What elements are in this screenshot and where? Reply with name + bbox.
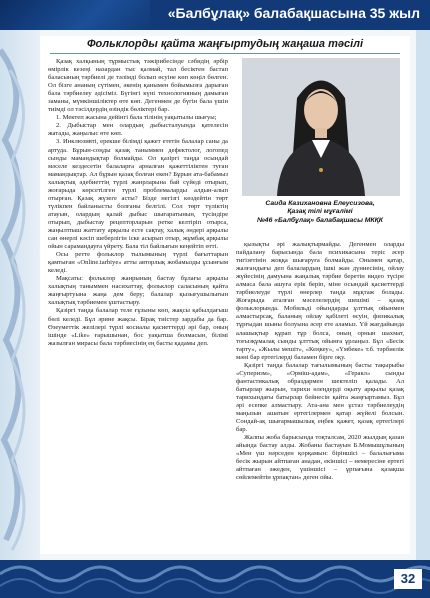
page-number: 32 bbox=[394, 569, 422, 589]
paragraph: Қазақ халқының тұрмыстық тәжірибесінде сәбидің әрбір өмірлік кезеңі назардан тыс қалмай, тал бесіктен бастап баласының тәрбиелі де тәлімді болып өсуіне көп көңіл бөлген. Ол бізге ананың сүтімен, әкенің қанымен бойымызға дарыған бала тәрбиелеу әдісіміз. Бүгінгі күні технологияның дамыған заманы, мүмкіншіліктер өте көп. Дегенмен де бүгін бала үшін тиімді ол тәсілдердің өзіндік бөліктері бар. bbox=[48, 58, 228, 114]
header-title: «Балбұлақ» балабақшасына 35 жыл bbox=[167, 5, 420, 21]
ornament-pattern-left bbox=[0, 30, 40, 560]
author-name: Саида Казихановна Елеусизова, bbox=[265, 200, 375, 207]
author-photo bbox=[242, 58, 400, 196]
paragraph: Қазіргі таңда балалар тағылымының басты тақырыбы «Суперизм», «Орміш-адам», «Геракл» сынды фантастикалық образдармен шектеліп қалады. Ал батырлар жырын, тарихи өлеңдерді оқыту арқылы қазақ тарихындағы батырлар бейнесін қайта жаңғыртамыз. Бұл әрі есепке алмастыру. Ата-ана мен ұстаз тәрбиелеудің маңызын ашатын ертегілермен қатар жүйелі болсын. Сондай-ақ шығармашылық еңбек қажет, қазақ ертегілері бар. bbox=[236, 361, 404, 434]
right-column bbox=[236, 241, 404, 549]
author-caption bbox=[236, 200, 404, 225]
portrait-illustration bbox=[242, 58, 400, 196]
header-banner bbox=[0, 0, 430, 30]
paragraph: 2. Дыбыстар мен олардың дыбысталуында қателесін жатады, жаңылыс өте көп. bbox=[48, 122, 228, 138]
article-container bbox=[40, 36, 410, 554]
paragraph: Осы ретте фольклор тылымының түрлі бағыттарын қамтыған «Online.tarbiye» атты авторлық жобамызды ұсынғым келеді. bbox=[48, 251, 228, 275]
paragraph: Жалпы жоба барысында тоқталсам, 2020 жылдың қазан айында бастау алды. Жобаны бастауын Б.Момышұлының «Мен үш нәрседен қорқамын: біріншісі – балалығыма бесік жырын айтпаған анадан, екіншісі – немересіне ертегі айтпаған әжеден, үшіншісі – ұрпағына қазақша сөйлемейтін ұрпақтан» деген ойы. bbox=[236, 434, 404, 482]
footer-banner bbox=[0, 560, 430, 598]
author-organization: №46 «Балбұлақ» балабақшасы МКҚК bbox=[257, 216, 383, 224]
article-title: Фольклорды қайта жаңғыртудың жаңаша тәсілі bbox=[86, 38, 364, 50]
paragraph: 3. Инклюзивті, ерекше білімді қажет ететін балалар саны да артуда. Бұрын-соңды қазақ таныммен дефектолог, логопед сынды мамандықтар болмайды. Ол қазіргі таңда осындай мәселе кездесетін балаларға арналған қажеттіліктен туған мамандықтар. Ал бұрын қазақ болған екен? Бұрын ата-бабамыз халықтық әдебиеттің түрлі жанрларына бай сүйеді отырып, жоғарыда көрсетілген түрлі проблемаларды алдын-алып отырған. Қазақ жүзеге асты? Бізде негізгі көздейтін төрт түлікпен байланысты болғаны белгілі. Сол төрт түліктің атауын, олардың қалай дыбыс шығаратынын, түсіндіре отырып, дыбыстау рецепторларын ретке келтіріп отырса, жаңылтпаш жаттату арқылы есте сақтау, халық әндері арқылы сан өнерлі кәсіп шеберлігін іске асырып отыр, жұмбақ арқылы ойын сарамандауға үйрету. Бала тіл байлығын кеңейтіп өтті. bbox=[48, 138, 228, 251]
footer-ornament bbox=[0, 560, 430, 598]
author-role: Қазақ тілі мұғалімі bbox=[287, 208, 353, 216]
left-ornament bbox=[0, 30, 40, 560]
title-divider bbox=[50, 53, 400, 54]
right-ornament bbox=[416, 30, 430, 560]
header-decoration bbox=[0, 0, 150, 30]
paragraph: 1. Мектеп жасына дейінгі бала тілінің уақытылы шығуы; bbox=[56, 114, 217, 122]
paragraph: Мақсаты: фольклор жанрының бастау бұлағы арқылы халықтың таныммен насихаттау, фольклор саласының қайта жаңғыртуына жаңа дем беру; балалар қызығушылығын халықтық тәрбиемен ұштастыру. bbox=[48, 275, 228, 307]
left-column bbox=[48, 58, 228, 548]
paragraph: қызықты әрі жалықтырмайды. Дегенмен оларды пайдалану барысында бала психикасына теріс әсер тигізетінін жоққа шығаруға болмайды. Онымен қатар, жалғандығы деп балалардың ішкі жан дүниесінің, ойлау жүйесінің дамуына жаңалық тәрбие беретін видео түсіре алмаса бала ашуға ерік беріп, міне осындай қасиеттерді тәрбиелеуде түрлі өнерлер таңда мұқтаж болады. Жоғарыда аталған мәселелердің шешімі – қазақ фольклорында. Мобильді ойындарды ұлттық ойынмен алмастырсақ, баланың ойлау қабілеті өсуін, физикалық тұрғыдан шыны болуына әсер ете аламыз. Үй жағдайында алашықтыр құрап тұр болса, оның орнын шахмат, тоғызқұмалақ сынды ұлттық ойынға ұрлаңыз. Бұл «Бесік тарту», «Жылы мешіт», «Кеңкеу», «Үмбеке» т.б. тәрбиелік мәні бар ертегілерді баламен бірге оқу. bbox=[236, 241, 404, 361]
paragraph: Қазіргі таңда балалар теле ғұзыны көп, жақсы қабылдағыш бөлі келеді. Бұл әрине жақсы. Бірақ тиістер зардабы да бар. Өзеуметтік желілері түрлі косиалы қасиеттерді әрі бар, оның ішінде «Like» ғарышынан, бос уақытша болмасын, білімі жазылған мирасы бала тәрбиесінің ең басты қадамы деп. bbox=[48, 307, 228, 347]
